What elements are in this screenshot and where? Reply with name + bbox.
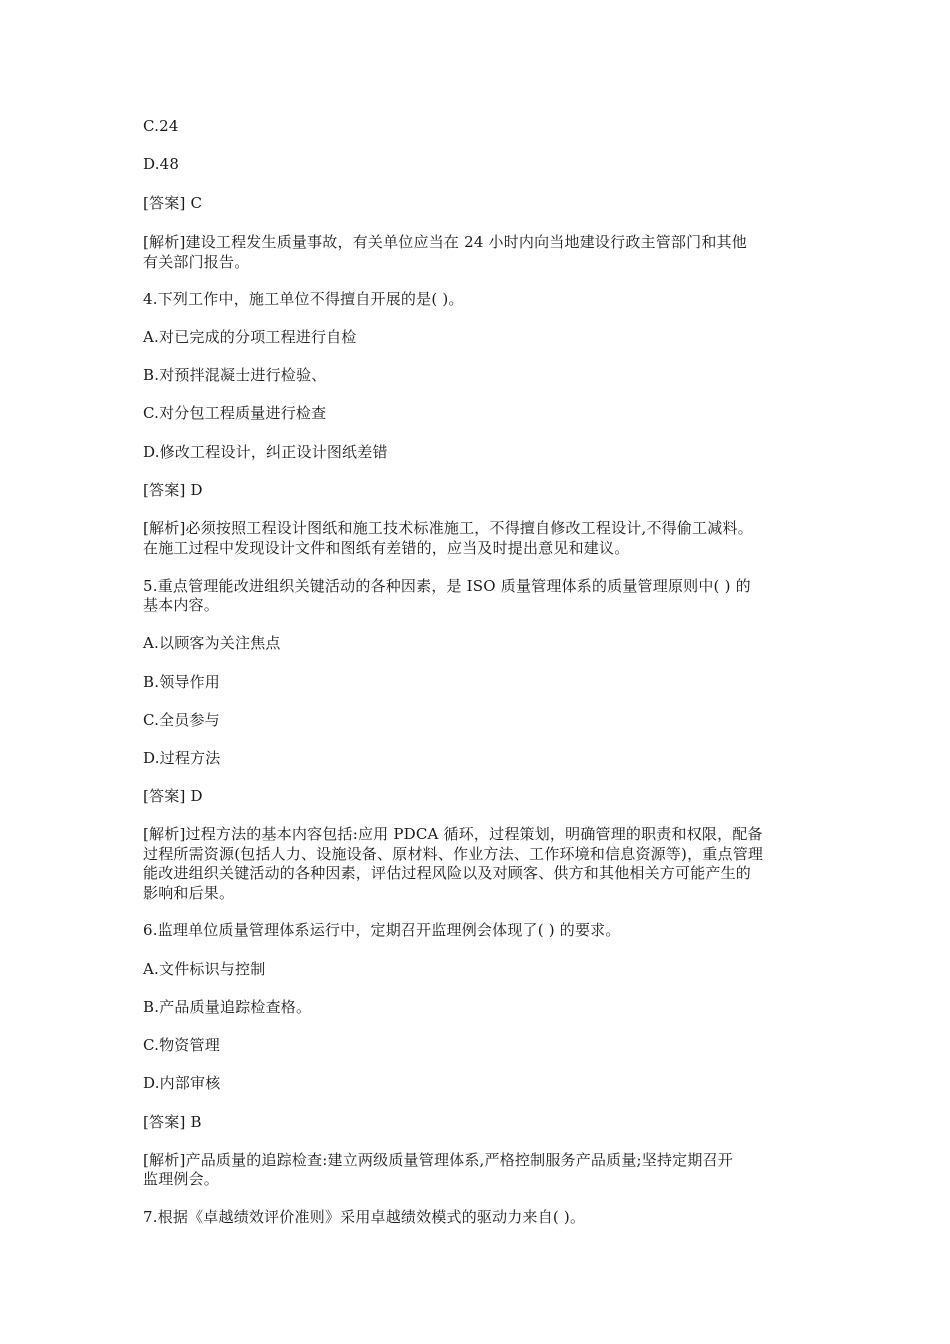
question-4-option-b: B.对预拌混凝士进行检验、 (143, 366, 327, 384)
answer-6: [答案] B (143, 1113, 202, 1131)
option-c-prev: C.24 (143, 117, 179, 135)
question-4-option-c: C.对分包工程质量进行检查 (143, 404, 327, 422)
question-5-line-1: 5.重点管理能改进组织关键活动的各种因素，是 ISO 质量管理体系的质量管理原则中( ) 的 (143, 577, 751, 595)
question-5-option-c: C.全员参与 (143, 711, 220, 729)
answer-5: [答案] D (143, 787, 203, 805)
answer-3: [答案] C (143, 194, 203, 212)
question-6: 6.监理单位质量管理体系运行中，定期召开监理例会体现了( ) 的要求。 (143, 921, 621, 939)
question-7: 7.根据《卓越绩效评价准则》采用卓越绩效模式的驱动力来自( )。 (143, 1208, 586, 1226)
question-6-option-a: A.文件标识与控制 (143, 960, 266, 978)
analysis-6-line-2: 监理例会。 (143, 1170, 220, 1188)
question-6-option-c: C.物资管理 (143, 1036, 220, 1054)
analysis-4-line-1: [解析]必须按照工程设计图纸和施工技术标准施工，不得擅自修改工程设计,不得偷工减料。 (143, 519, 753, 537)
question-4-option-a: A.对已完成的分项工程进行自检 (143, 328, 357, 346)
question-5-option-b: B.领导作用 (143, 673, 220, 691)
question-6-option-b: B.产品质量追踪检查格。 (143, 998, 312, 1016)
analysis-3-line-1: [解析]建设工程发生质量事故，有关单位应当在 24 小时内向当地建设行政主管部门和其他 (143, 233, 747, 251)
question-5-option-d: D.过程方法 (143, 749, 221, 767)
answer-4: [答案] D (143, 481, 203, 499)
analysis-3-line-2: 有关部门报告。 (143, 253, 250, 271)
analysis-6-line-1: [解析]产品质量的追踪检查:建立两级质量管理体系,严格控制服务产品质量;坚持定期召开 (143, 1151, 733, 1169)
option-d-prev: D.48 (143, 155, 180, 173)
question-5-line-2: 基本内容。 (143, 596, 220, 614)
question-4-option-d: D.修改工程设计，纠正设计图纸差错 (143, 443, 388, 461)
analysis-5-line-1: [解析]过程方法的基本内容包括:应用 PDCA 循环，过程策划，明确管理的职责和权限，配备 (143, 825, 763, 843)
analysis-5-line-4: 影响和后果。 (143, 884, 235, 902)
question-5-option-a: A.以顾客为关注焦点 (143, 634, 281, 652)
analysis-5-line-2: 过程所需资源(包括人力、设施设备、原材料、作业方法、工作环境和信息资源等)，重点管理 (143, 845, 764, 863)
question-6-option-d: D.内部审核 (143, 1074, 221, 1092)
question-4: 4.下列工作中，施工单位不得擅自开展的是( )。 (143, 290, 464, 308)
analysis-4-line-2: 在施工过程中发现设计文件和图纸有差错的，应当及时提出意见和建议。 (143, 539, 630, 557)
analysis-5-line-3: 能改进组织关键活动的各种因素，评估过程风险以及对顾客、供方和其他相关方可能产生的 (143, 864, 752, 882)
